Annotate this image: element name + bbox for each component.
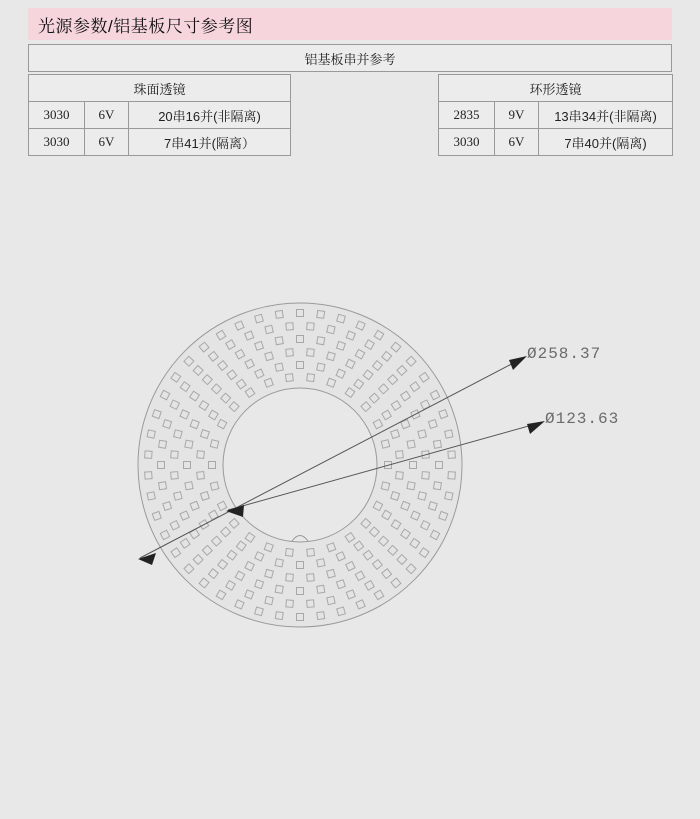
- cell-voltage: 9V: [495, 102, 539, 129]
- board-inner-circle: [223, 388, 377, 542]
- spec-tables: [28, 44, 672, 151]
- outer-diameter-label: Ø258.37: [527, 345, 602, 363]
- table-row: [29, 45, 672, 72]
- cell-voltage: 6V: [85, 102, 129, 129]
- table-row: [439, 129, 673, 156]
- table-ring-lens: [438, 74, 673, 156]
- cell-voltage: 6V: [85, 129, 129, 156]
- table-row: [439, 102, 673, 129]
- pcb-drawing: [0, 160, 700, 814]
- inner-diameter-label: Ø123.63: [545, 410, 620, 428]
- table-series-parallel-reference: [28, 44, 672, 72]
- series-parallel-title: 铝基板串并参考: [29, 45, 672, 72]
- table-row: [29, 129, 291, 156]
- cell-model: 3030: [29, 102, 85, 129]
- cell-config: 20串16并(非隔离): [129, 102, 291, 129]
- bead-lens-title: 珠面透镜: [29, 75, 291, 102]
- cell-model: 2835: [439, 102, 495, 129]
- page-title: 光源参数/铝基板尺寸参考图: [38, 16, 254, 36]
- cell-model: 3030: [439, 129, 495, 156]
- table-row: [29, 75, 291, 102]
- cell-config: 7串41并(隔离）: [129, 129, 291, 156]
- cell-model: 3030: [29, 129, 85, 156]
- arrow-outer-right: [509, 356, 527, 370]
- pcb-diagram-svg: [0, 160, 700, 814]
- cell-config: 7串40并(隔离): [539, 129, 673, 156]
- table-row: [439, 75, 673, 102]
- cell-config: 13串34并(非隔离): [539, 102, 673, 129]
- ring-lens-title: 环形透镜: [439, 75, 673, 102]
- arrow-inner-right: [527, 421, 545, 434]
- table-row: [29, 102, 291, 129]
- cell-voltage: 6V: [495, 129, 539, 156]
- table-bead-lens: [28, 74, 291, 156]
- header-banner: [28, 8, 672, 40]
